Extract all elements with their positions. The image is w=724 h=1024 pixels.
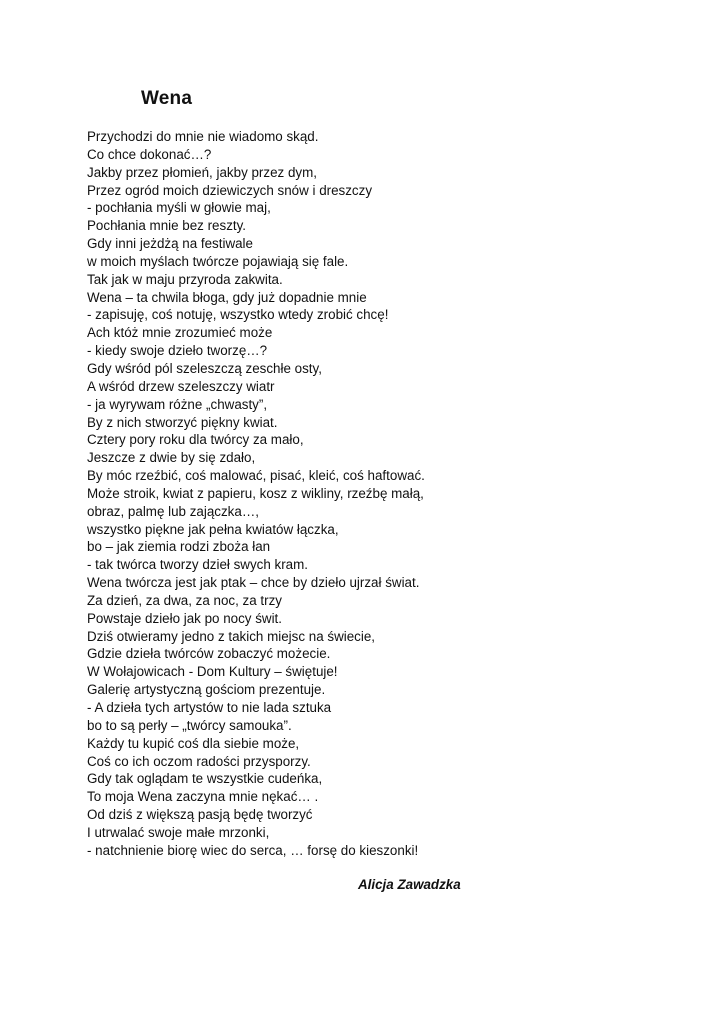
poem-author: Alicja Zawadzka	[358, 877, 461, 892]
poem-line: Jakby przez płomień, jakby przez dym,	[87, 164, 317, 180]
poem-line: - A dzieła tych artystów to nie lada sztuka	[87, 700, 332, 715]
poem-line: Pochłania mnie bez reszty.	[87, 218, 247, 234]
poem-line: Wena twórcza jest jak ptak – chce by dzieło ujrzał świat.	[87, 575, 420, 591]
poem-line: w moich myślach twórcze pojawiają się fale.	[87, 253, 349, 269]
poem-line: Przychodzi do mnie nie wiadomo skąd.	[87, 129, 319, 144]
poem-title: Wena	[141, 88, 193, 109]
poem-line: - zapisuję, coś notuję, wszystko wtedy zrobić chcę!	[87, 307, 389, 323]
poem-line: Wena – ta chwila błoga, gdy już dopadnie mnie	[87, 289, 367, 305]
poem-line: Tak jak w maju przyroda zakwita.	[87, 271, 283, 287]
poem-line: Każdy tu kupić coś dla siebie może,	[87, 735, 300, 751]
poem-line: Gdy tak oglądam te wszystkie cudeńka,	[87, 771, 323, 787]
poem-line: By z nich stworzyć piękny kwiat.	[87, 414, 278, 430]
poem-line: Powstaje dzieło jak po nocy świt.	[87, 610, 283, 626]
poem-line: A wśród drzew szeleszczy wiatr	[87, 378, 275, 394]
poem-line: I utrwalać swoje małe mrzonki,	[87, 824, 270, 840]
poem-line: obraz, palmę lub zajączka…,	[87, 503, 259, 519]
poem-line: Gdy wśród pól szeleszczą zeschłe osty,	[87, 360, 322, 376]
poem-line: Co chce dokonać…?	[87, 146, 212, 162]
poem-line: Od dziś z większą pasją będę tworzyć	[87, 807, 313, 823]
poem-line: - kiedy swoje dzieło tworzę…?	[87, 343, 268, 359]
poem-line: Ach któż mnie zrozumieć może	[87, 325, 273, 341]
poem-line: W Wołajowicach - Dom Kultury – świętuje!	[87, 664, 338, 680]
poem-line: bo to są perły – „twórcy samouka”.	[87, 717, 292, 733]
poem-line: Coś co ich oczom radości przysporzy.	[87, 753, 311, 769]
poem-line: By móc rzeźbić, coś malować, pisać, kleić, coś haftować.	[87, 468, 425, 484]
poem-line: - ja wyrywam różne „chwasty”,	[87, 396, 268, 412]
poem-line: Może stroik, kwiat z papieru, kosz z wikliny, rzeźbę małą,	[87, 485, 424, 501]
poem-body	[87, 128, 607, 860]
poem-line: Cztery pory roku dla twórcy za mało,	[87, 432, 304, 448]
poem-line: Gdy inni jeżdżą na festiwale	[87, 236, 253, 252]
poem-line: Galerię artystyczną gościom prezentuje.	[87, 682, 326, 698]
poem-line: Dziś otwieramy jedno z takich miejsc na świecie,	[87, 628, 375, 644]
poem-line: bo – jak ziemia rodzi zboża łan	[87, 539, 271, 555]
poem-line: - natchnienie biorę wiec do serca, … forsę do kieszonki!	[87, 842, 419, 858]
poem-line: wszystko piękne jak pełna kwiatów łączka,	[87, 521, 339, 537]
poem-line: Przez ogród moich dziewiczych snów i dreszczy	[87, 182, 373, 198]
poem-line: Za dzień, za dwa, za noc, za trzy	[87, 592, 282, 608]
poem-line: Gdzie dzieła twórców zobaczyć możecie.	[87, 646, 331, 662]
poem-line: - pochłania myśli w głowie maj,	[87, 200, 271, 216]
poem-line: - tak twórca tworzy dzieł swych kram.	[87, 557, 308, 573]
poem-line: To moja Wena zaczyna mnie nękać… .	[87, 789, 319, 805]
poem-line: Jeszcze z dwie by się zdało,	[87, 450, 256, 466]
